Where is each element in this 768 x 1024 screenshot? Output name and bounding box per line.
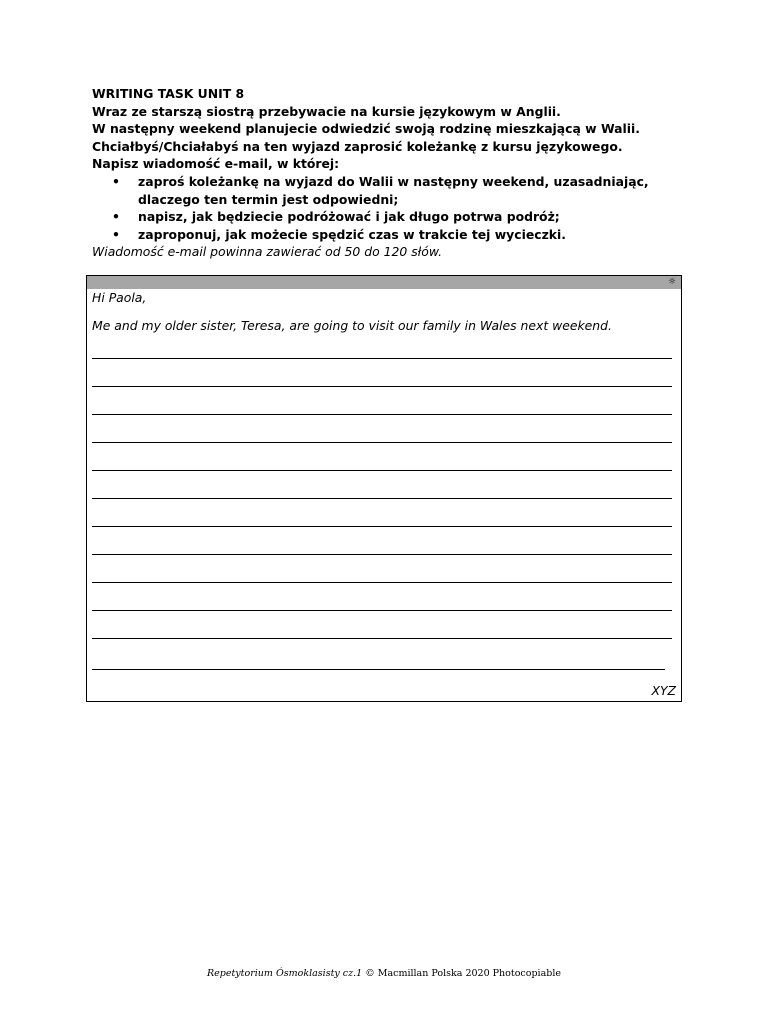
writing-line[interactable]: [92, 610, 672, 611]
page-footer: [0, 968, 768, 979]
length-note: Wiadomość e-mail powinna zawierać od 50 do 120 słów.: [92, 244, 443, 259]
writing-line[interactable]: [92, 414, 672, 415]
email-signature: XYZ: [651, 683, 676, 698]
task-bullet-text: napisz, jak będziecie podróżować i jak długo potrwa podróż;: [138, 209, 560, 225]
bullet-icon: •: [112, 209, 120, 225]
bullet-icon: •: [112, 226, 120, 242]
writing-line[interactable]: [92, 386, 672, 387]
task-bullet-item: [92, 208, 692, 226]
footer-book-title: Repetytorium Ósmoklasisty cz.1: [207, 968, 363, 979]
task-bullet-list: [92, 173, 692, 243]
writing-line[interactable]: [92, 442, 672, 443]
footer-copyright: © Macmillan Polska 2020 Photocopiable: [362, 968, 561, 979]
email-writing-box: [86, 275, 682, 702]
task-instructions: [92, 85, 692, 243]
task-bullet-item: [92, 173, 692, 208]
email-greeting: Hi Paola,: [92, 290, 147, 305]
task-intro-line: W następny weekend planujecie odwiedzić swoją rodzinę mieszkającą w Walii.: [92, 121, 640, 137]
writing-line[interactable]: [92, 669, 665, 670]
writing-line[interactable]: [92, 526, 672, 527]
task-heading: WRITING TASK UNIT 8: [92, 86, 245, 101]
task-bullet-item: [92, 226, 692, 244]
settings-icon: ☼: [667, 277, 676, 287]
task-bullet-text: zaproponuj, jak możecie spędzić czas w trakcie tej wycieczki.: [138, 226, 566, 242]
writing-line[interactable]: [92, 582, 672, 583]
writing-line[interactable]: [92, 358, 672, 359]
writing-line[interactable]: [92, 638, 672, 639]
bullet-icon: •: [112, 173, 120, 189]
email-opening-sentence: Me and my older sister, Teresa, are going to visit our family in Wales next weekend.: [92, 318, 612, 333]
task-intro-line: Chciałbyś/Chciałabyś na ten wyjazd zaprosić koleżankę z kursu językowego.: [92, 138, 623, 154]
email-header-bar: [87, 276, 681, 289]
task-bullet-text: zaproś koleżankę na wyjazd do Walii w następny weekend, uzasadniając, dlaczego ten termin jest odpowiedni;: [138, 173, 649, 207]
writing-line[interactable]: [92, 498, 672, 499]
writing-line[interactable]: [92, 470, 672, 471]
writing-line[interactable]: [92, 554, 672, 555]
task-intro-line: Wraz ze starszą siostrą przebywacie na kursie językowym w Anglii.: [92, 103, 561, 119]
task-intro-line: Napisz wiadomość e-mail, w której:: [92, 156, 340, 172]
